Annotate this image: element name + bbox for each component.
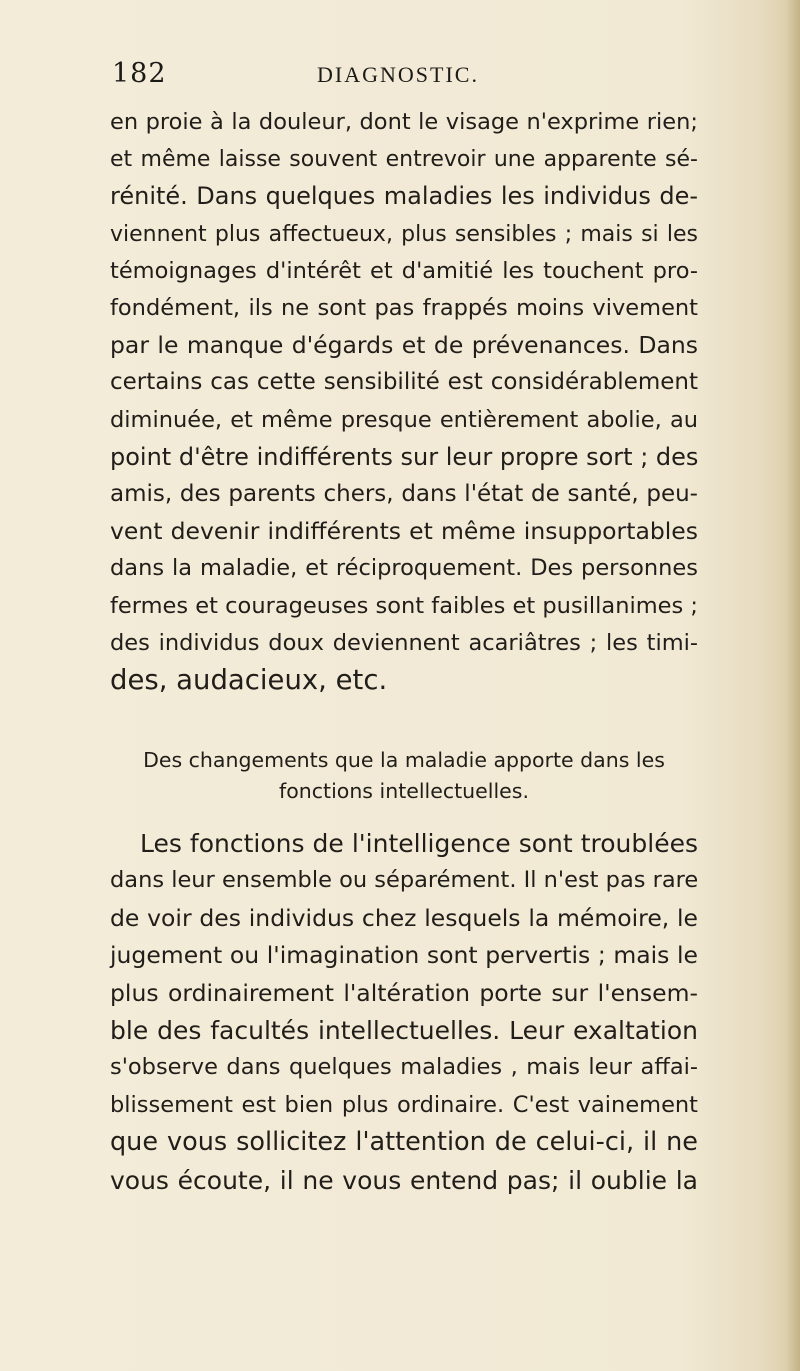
page-number: 182 bbox=[112, 58, 167, 89]
paragraph-2 bbox=[110, 825, 698, 1199]
text-line: s'observe dans quelques maladies , mais leur affai- bbox=[110, 1054, 698, 1081]
page-edge-shadow bbox=[786, 0, 800, 1371]
text-line: dans la maladie, et réciproquement. Des personnes bbox=[110, 555, 698, 582]
text-line: rénité. Dans quelques maladies les individus de- bbox=[110, 182, 698, 211]
running-head: DIAGNOSTIC. bbox=[317, 62, 479, 87]
text-line: certains cas cette sensibilité est considérablement bbox=[110, 369, 698, 396]
section-heading-line: Des changements que la maladie apporte dans les bbox=[143, 748, 665, 772]
text-line: viennent plus affectueux, plus sensibles ; mais si les bbox=[110, 221, 698, 247]
text-line: vous écoute, il ne vous entend pas; il oublie la bbox=[110, 1165, 698, 1195]
page-header bbox=[112, 58, 712, 98]
text-line: Les fonctions de l'intelligence sont troublées bbox=[140, 829, 698, 858]
text-line: plus ordinairement l'altération porte sur l'ensem- bbox=[110, 978, 698, 1007]
text-line: en proie à la douleur, dont le visage n'exprime rien; bbox=[110, 109, 698, 135]
text-line: que vous sollicitez l'attention de celui-ci, il ne bbox=[110, 1127, 698, 1158]
paragraph-1 bbox=[110, 104, 698, 699]
text-line: blissement est bien plus ordinaire. C'est vainement bbox=[110, 1091, 698, 1118]
text-line: et même laisse souvent entrevoir une apparente sé- bbox=[110, 147, 698, 173]
section-heading bbox=[110, 745, 698, 807]
text-line: par le manque d'égards et de prévenances. Dans bbox=[110, 331, 698, 360]
text-line: de voir des individus chez lesquels la mémoire, le bbox=[110, 903, 698, 932]
text-line: des, audacieux, etc. bbox=[110, 664, 388, 697]
text-line: point d'être indifférents sur leur propre sort ; des bbox=[110, 442, 699, 471]
text-line: des individus doux deviennent acariâtres ; les timi- bbox=[110, 629, 698, 656]
text-line: jugement ou l'imagination sont pervertis ; mais le bbox=[110, 941, 698, 970]
text-line: dans leur ensemble ou séparément. Il n'est pas rare bbox=[110, 867, 699, 894]
text-line: ble des facultés intellectuelles. Leur exaltation bbox=[110, 1016, 698, 1046]
text-line: fondément, ils ne sont pas frappés moins vivement bbox=[110, 295, 698, 322]
text-line: vent devenir indifférents et même insupportables bbox=[110, 517, 698, 546]
section-heading-line: fonctions intellectuelles. bbox=[279, 779, 529, 803]
text-line: diminuée, et même presque entièrement abolie, au bbox=[110, 406, 698, 433]
text-line: témoignages d'intérêt et d'amitié les touchent pro- bbox=[110, 257, 698, 284]
text-line: fermes et courageuses sont faibles et pusillanimes ; bbox=[110, 592, 698, 619]
text-line: amis, des parents chers, dans l'état de santé, peu- bbox=[110, 481, 698, 508]
